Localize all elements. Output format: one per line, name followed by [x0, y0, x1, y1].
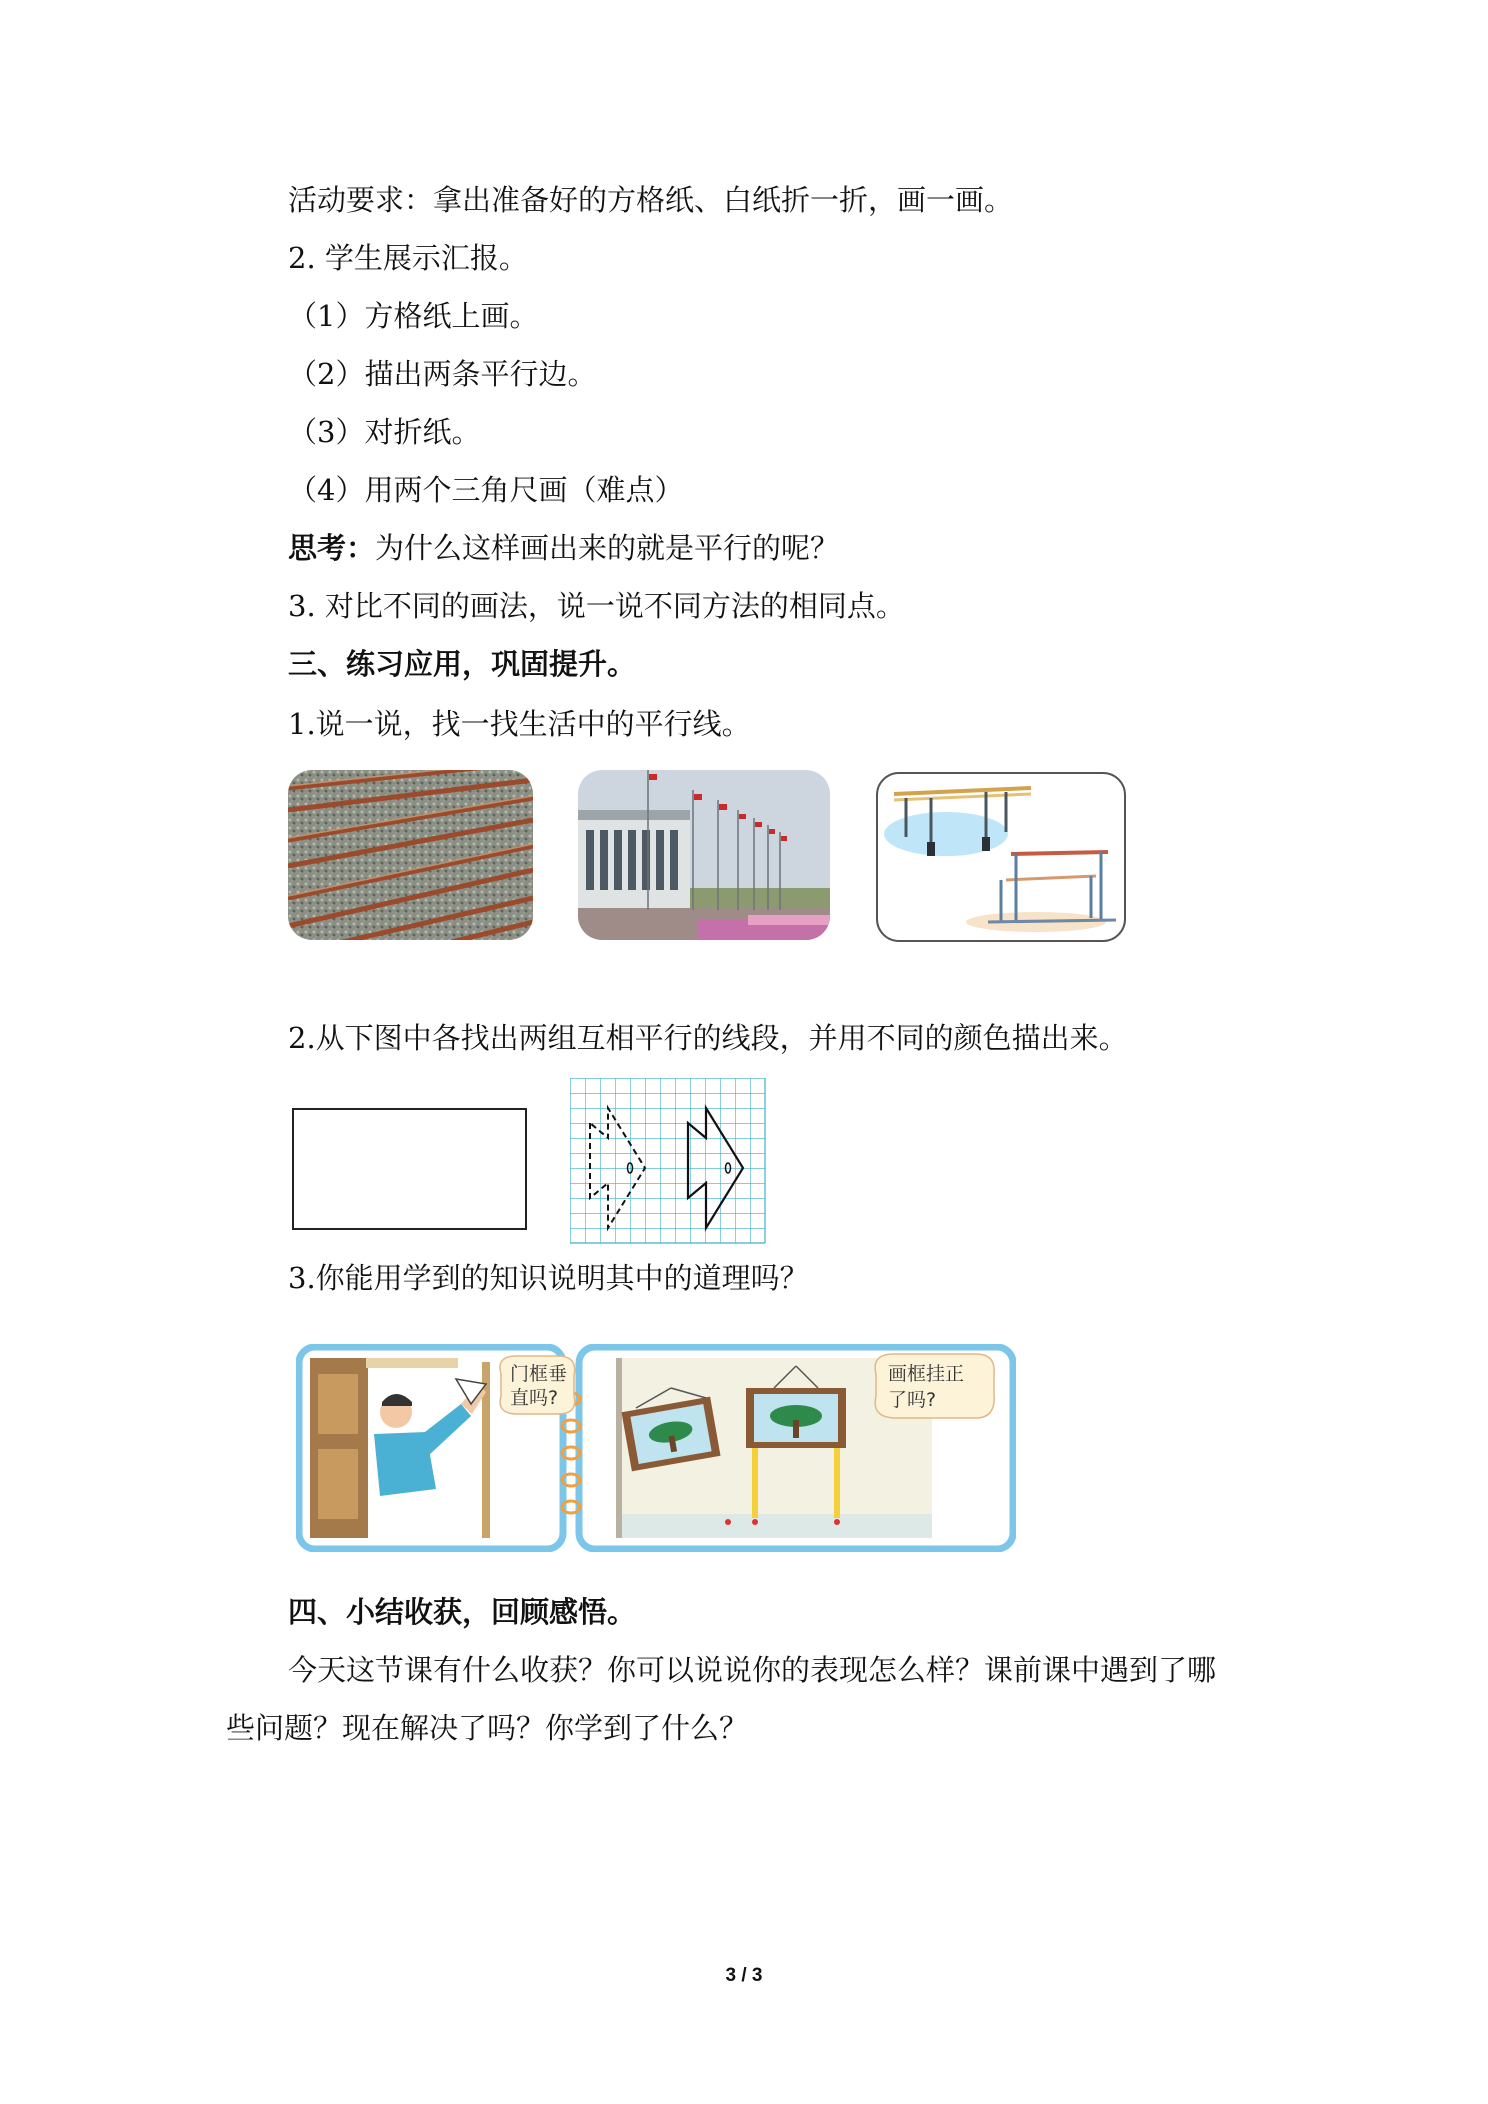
- step-2-item-3: （3）对折纸。: [288, 415, 481, 449]
- exercise-2: 2.从下图中各找出两组互相平行的线段，并用不同的颜色描出来。: [288, 1021, 1128, 1055]
- exercise-3: 3.你能用学到的知识说明其中的道理吗？: [288, 1261, 809, 1295]
- rectangle-figure: [292, 1108, 527, 1230]
- think-label: 思考：: [288, 531, 376, 565]
- bubble-left-line-1: 门框垂: [510, 1363, 568, 1385]
- summary-line-1: 今天这节课有什么收获？你可以说说你的表现怎么样？课前课中遇到了哪: [288, 1653, 1217, 1687]
- summary-line-2: 些问题？现在解决了吗？你学到了什么？: [226, 1711, 749, 1745]
- parallel-bars-image: [876, 772, 1126, 942]
- flagpoles-building-image: [578, 770, 830, 940]
- bubble-left-line-2: 直吗?: [510, 1387, 559, 1409]
- step-2-item-4: （4）用两个三角尺画（难点）: [288, 473, 684, 507]
- exercise-1: 1.说一说，找一找生活中的平行线。: [288, 707, 751, 741]
- bubble-right-line-1: 画框挂正: [888, 1363, 965, 1385]
- railway-tracks-image: [288, 770, 533, 940]
- door-and-picture-illustration: [296, 1344, 1016, 1552]
- step-2-item-1: （1）方格纸上画。: [288, 299, 539, 333]
- think-question: [288, 528, 839, 568]
- grid-arrow-figure: [570, 1078, 768, 1244]
- think-text: 为什么这样画出来的就是平行的呢？: [375, 531, 840, 565]
- page-number: 3 / 3: [725, 1965, 763, 1986]
- bubble-right-line-2: 了吗?: [888, 1389, 937, 1411]
- section-4-heading: 四、小结收获，回顾感悟。: [288, 1595, 637, 1629]
- step-2: 2. 学生展示汇报。: [288, 241, 528, 275]
- activity-requirement: 活动要求：拿出准备好的方格纸、白纸折一折，画一画。: [288, 183, 1014, 217]
- section-3-heading: 三、练习应用，巩固提升。: [288, 647, 637, 681]
- step-3: 3. 对比不同的画法，说一说不同方法的相同点。: [288, 589, 905, 623]
- step-2-item-2: （2）描出两条平行边。: [288, 357, 597, 391]
